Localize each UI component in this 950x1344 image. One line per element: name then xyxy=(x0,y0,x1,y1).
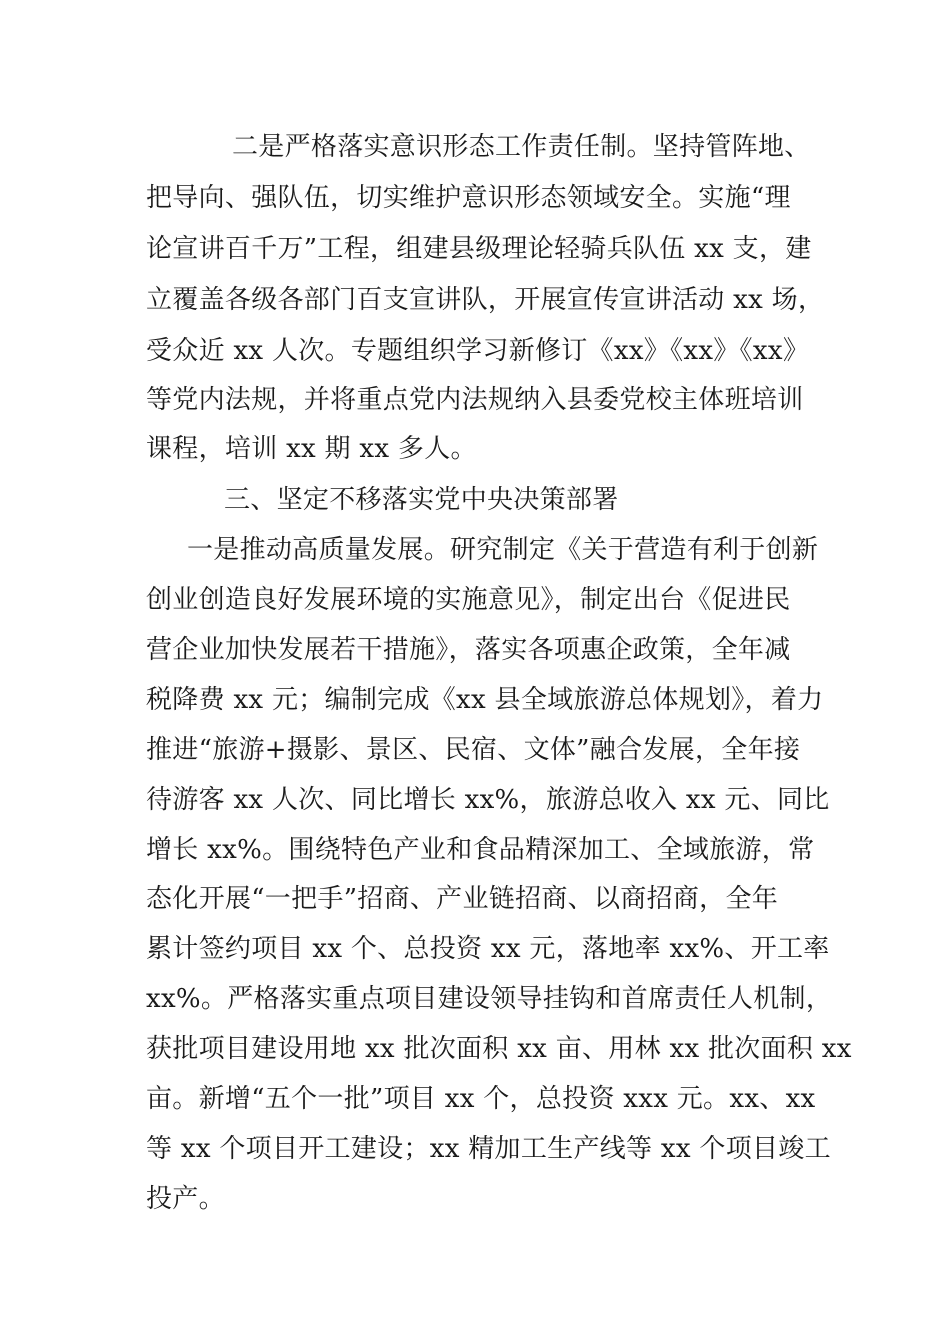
paragraph-line: 增长 xx%。围绕特色产业和食品精深加工、全域旅游，常 xyxy=(146,835,815,865)
paragraph-line: 待游客 xx 人次、同比增长 xx%，旅游总收入 xx 元、同比 xyxy=(146,785,830,815)
paragraph-line: 课程，培训 xx 期 xx 多人。 xyxy=(146,434,477,464)
paragraph-line: 等党内法规，并将重点党内法规纳入县委党校主体班培训 xyxy=(146,385,804,415)
paragraph-line: 受众近 xx 人次。专题组织学习新修订《xx》《xx》《xx》 xyxy=(146,336,810,366)
section-heading: 三、坚定不移落实党中央决策部署 xyxy=(224,485,619,515)
paragraph-line: 二是严格落实意识形态工作责任制。坚持管阵地、 xyxy=(232,132,811,162)
paragraph-line: 创业创造良好发展环境的实施意见》，制定出台《促进民 xyxy=(146,585,791,615)
paragraph-line: 营企业加快发展若干措施》，落实各项惠企政策，全年减 xyxy=(146,635,791,665)
paragraph-line: 论宣讲百千万”工程，组建县级理论轻骑兵队伍 xx 支，建 xyxy=(146,234,812,264)
paragraph-line: 一是推动高质量发展。研究制定《关于营造有利于创新 xyxy=(187,535,819,565)
paragraph-line: 态化开展“一把手”招商、产业链招商、以商招商，全年 xyxy=(146,884,779,914)
paragraph-line: 推进“旅游+摄影、景区、民宿、文体”融合发展，全年接 xyxy=(146,735,801,765)
paragraph-line: 等 xx 个项目开工建设；xx 精加工生产线等 xx 个项目竣工 xyxy=(146,1134,831,1164)
paragraph-line: xx%。严格落实重点项目建设领导挂钩和首席责任人机制， xyxy=(146,984,833,1014)
paragraph-line: 累计签约项目 xx 个、总投资 xx 元，落地率 xx%、开工率 xyxy=(146,934,830,964)
paragraph-line: 税降费 xx 元；编制完成《xx 县全域旅游总体规划》，着力 xyxy=(146,685,824,715)
paragraph-line: 立覆盖各级各部门百支宣讲队，开展宣传宣讲活动 xx 场， xyxy=(146,285,825,315)
paragraph-line: 亩。新增“五个一批”项目 xx 个，总投资 xxx 元。xx、xx xyxy=(146,1084,816,1114)
paragraph-line: 投产。 xyxy=(146,1184,225,1214)
paragraph-line: 获批项目建设用地 xx 批次面积 xx 亩、用林 xx 批次面积 xx xyxy=(146,1034,852,1064)
paragraph-line: 把导向、强队伍，切实维护意识形态领域安全。实施“理 xyxy=(146,183,791,213)
